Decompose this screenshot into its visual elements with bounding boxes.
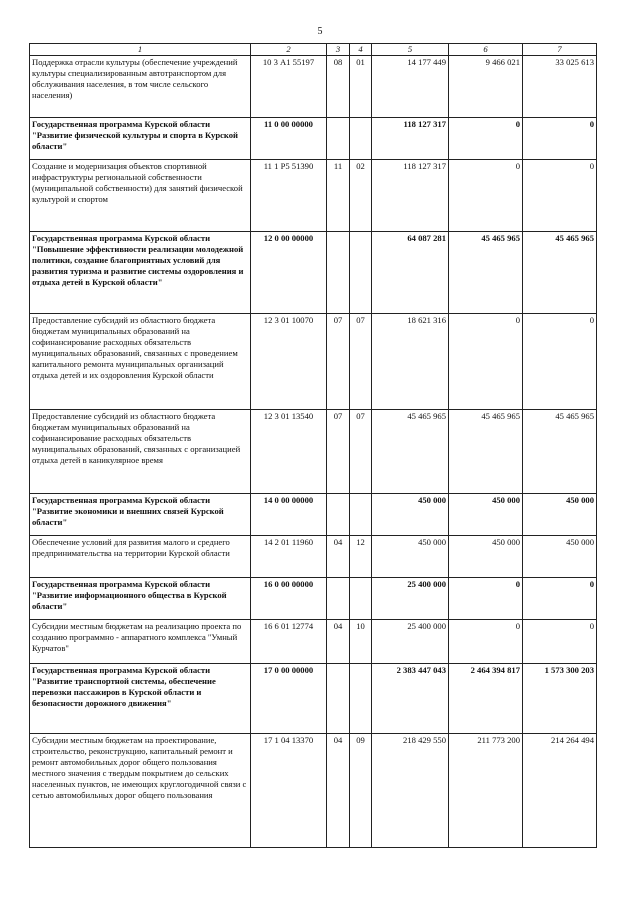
table-row <box>30 314 597 410</box>
row-value-7: 0 <box>523 314 597 410</box>
row-value-7: 450 000 <box>523 494 597 536</box>
header-col-4: 4 <box>350 44 372 56</box>
row-section <box>327 664 350 734</box>
header-col-7: 7 <box>523 44 597 56</box>
row-value-7: 450 000 <box>523 536 597 578</box>
row-value-6: 0 <box>449 314 523 410</box>
row-code: 17 0 00 00000 <box>251 664 327 734</box>
row-subsection: 01 <box>350 56 372 118</box>
row-subsection <box>350 232 372 314</box>
row-name: Государственная программа Курской области "Развитие транспортной системы, обеспечение перевозки пассажиров в Курской области и безопасности дорожного движения" <box>30 664 251 734</box>
row-value-6: 45 465 965 <box>449 410 523 494</box>
row-value-5: 64 087 281 <box>372 232 449 314</box>
page-number: 5 <box>317 26 323 37</box>
row-section: 08 <box>327 56 350 118</box>
row-section <box>327 232 350 314</box>
row-section: 11 <box>327 160 350 232</box>
table-row <box>30 734 597 848</box>
table-row <box>30 494 597 536</box>
row-value-5: 450 000 <box>372 536 449 578</box>
row-code: 11 1 Р5 51390 <box>251 160 327 232</box>
row-subsection <box>350 664 372 734</box>
row-name: Государственная программа Курской области "Развитие экономики и внешних связей Курской области" <box>30 494 251 536</box>
row-code: 12 3 01 10070 <box>251 314 327 410</box>
row-value-6: 9 466 021 <box>449 56 523 118</box>
row-section: 04 <box>327 536 350 578</box>
header-col-1: 1 <box>30 44 251 56</box>
row-value-6: 450 000 <box>449 494 523 536</box>
row-value-7: 0 <box>523 118 597 160</box>
header-col-2: 2 <box>251 44 327 56</box>
row-subsection <box>350 118 372 160</box>
row-name: Субсидии местным бюджетам на проектирование, строительство, реконструкцию, капитальный ремонт и ремонт автомобильных дорог общего пользования местного значения с твердым покрытием до сельских населенных пунктов, не имеющих круглогодичной связи с сетью автомобильных дорог общего пользования <box>30 734 251 848</box>
row-code: 16 6 01 12774 <box>251 620 327 664</box>
row-value-7: 45 465 965 <box>523 232 597 314</box>
row-value-7: 0 <box>523 620 597 664</box>
row-value-6: 211 773 200 <box>449 734 523 848</box>
row-name: Предоставление субсидий из областного бюджета бюджетам муниципальных образований на софинансирование расходных обязательств муниципальных образований, связанных с проведением капитального ремонта муниципальных организаций отдыха детей и их оздоровления Курской области <box>30 314 251 410</box>
row-section <box>327 494 350 536</box>
row-code: 11 0 00 00000 <box>251 118 327 160</box>
row-value-6: 0 <box>449 620 523 664</box>
row-name: Создание и модернизация объектов спортивной инфраструктуры региональной собственности (муниципальной собственности) для занятий физической культурой и спортом <box>30 160 251 232</box>
row-value-5: 2 383 447 043 <box>372 664 449 734</box>
row-code: 10 3 А1 55197 <box>251 56 327 118</box>
row-value-7: 1 573 300 203 <box>523 664 597 734</box>
table-row <box>30 664 597 734</box>
header-col-3: 3 <box>327 44 350 56</box>
row-name: Поддержка отрасли культуры (обеспечение учреждений культуры специализированным автотранспортом для обслуживания населения, в том числе сельского населения) <box>30 56 251 118</box>
row-value-5: 450 000 <box>372 494 449 536</box>
table-row <box>30 232 597 314</box>
row-subsection <box>350 578 372 620</box>
row-value-5: 218 429 550 <box>372 734 449 848</box>
table-row <box>30 578 597 620</box>
row-value-6: 450 000 <box>449 536 523 578</box>
row-subsection <box>350 494 372 536</box>
row-value-6: 0 <box>449 160 523 232</box>
row-value-6: 2 464 394 817 <box>449 664 523 734</box>
row-name: Государственная программа Курской области "Развитие информационного общества в Курской области" <box>30 578 251 620</box>
table-header-row <box>30 44 597 56</box>
row-value-6: 45 465 965 <box>449 232 523 314</box>
row-subsection: 07 <box>350 314 372 410</box>
row-value-7: 0 <box>523 160 597 232</box>
table-row <box>30 410 597 494</box>
row-name: Обеспечение условий для развития малого и среднего предпринимательства на территории Курской области <box>30 536 251 578</box>
row-subsection: 07 <box>350 410 372 494</box>
row-value-7: 33 025 613 <box>523 56 597 118</box>
row-section: 04 <box>327 620 350 664</box>
row-section <box>327 118 350 160</box>
row-section <box>327 578 350 620</box>
table-row <box>30 118 597 160</box>
row-code: 16 0 00 00000 <box>251 578 327 620</box>
row-value-5: 25 400 000 <box>372 578 449 620</box>
row-name: Государственная программа Курской области "Повышение эффективности реализации молодежной политики, создание благоприятных условий для развития туризма и развитие системы оздоровления и отдыха детей в Курской области" <box>30 232 251 314</box>
table-row <box>30 536 597 578</box>
table-row <box>30 160 597 232</box>
row-subsection: 02 <box>350 160 372 232</box>
row-value-6: 0 <box>449 578 523 620</box>
table-row <box>30 56 597 118</box>
row-value-6: 0 <box>449 118 523 160</box>
row-value-7: 0 <box>523 578 597 620</box>
row-value-5: 118 127 317 <box>372 118 449 160</box>
row-subsection: 09 <box>350 734 372 848</box>
row-value-5: 118 127 317 <box>372 160 449 232</box>
row-name: Государственная программа Курской области "Развитие физической культуры и спорта в Курской области" <box>30 118 251 160</box>
row-code: 17 1 04 13370 <box>251 734 327 848</box>
row-name: Предоставление субсидий из областного бюджета бюджетам муниципальных образований на софинансирование расходных обязательств муниципальных образований, связанных с организацией отдыха детей в каникулярное время <box>30 410 251 494</box>
table-row <box>30 620 597 664</box>
row-value-5: 25 400 000 <box>372 620 449 664</box>
header-col-6: 6 <box>449 44 523 56</box>
budget-table <box>29 43 597 848</box>
row-subsection: 12 <box>350 536 372 578</box>
row-value-7: 214 264 494 <box>523 734 597 848</box>
row-value-5: 18 621 316 <box>372 314 449 410</box>
row-section: 07 <box>327 314 350 410</box>
row-code: 12 0 00 00000 <box>251 232 327 314</box>
row-subsection: 10 <box>350 620 372 664</box>
row-name: Субсидии местным бюджетам на реализацию проекта по созданию программно - аппаратного комплекса "Умный Курчатов" <box>30 620 251 664</box>
row-code: 14 0 00 00000 <box>251 494 327 536</box>
row-code: 14 2 01 11960 <box>251 536 327 578</box>
row-value-7: 45 465 965 <box>523 410 597 494</box>
row-value-5: 45 465 965 <box>372 410 449 494</box>
row-value-5: 14 177 449 <box>372 56 449 118</box>
row-section: 07 <box>327 410 350 494</box>
row-section: 04 <box>327 734 350 848</box>
header-col-5: 5 <box>372 44 449 56</box>
row-code: 12 3 01 13540 <box>251 410 327 494</box>
